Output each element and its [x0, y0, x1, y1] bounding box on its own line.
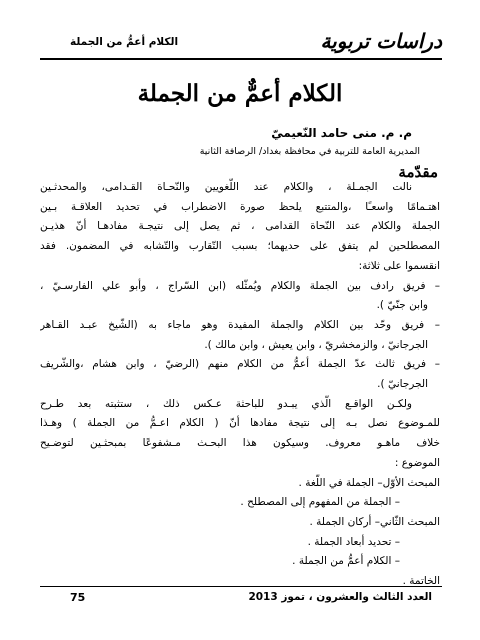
text-line: – فريق رادف بين الجملة والكلام ويُمثّله (ابن السّراج ، وأبو علي الفارسـيّ ،: [40, 279, 440, 292]
issue-info: العدد الثالث والعشرون ، تموز 2013: [248, 591, 432, 603]
text-line: اهتـمامًا واسعـًا ،والمتتبع يلحظ صورة الاضطراب في تحديد العلاقـة بـين: [40, 200, 440, 213]
header-divider: [40, 58, 442, 60]
text-line: – فريق ثالث عدّ الجملة أعمُّ من الكلام منهم (الرضيّ ، وابن هشام ،والشّريف: [40, 358, 440, 371]
running-title: الكلام أعمُّ من الجملة: [70, 36, 179, 48]
article-title: الكلام أعمٌّ من الجملة: [137, 80, 343, 107]
text-line: – تحديد أبعاد الجملة .: [307, 535, 400, 548]
text-line: نالت الجمـلة ، والكلام عند اللّغويين والنّحـاة القـدامى، والمحدثـين: [40, 181, 412, 193]
text-line: الجرجانيّ ).: [377, 378, 428, 391]
text-line: الخاتمة .: [402, 575, 440, 588]
page-number: 75: [70, 591, 86, 604]
text-line: – الجملة من المفهوم إلى المصطلح .: [240, 496, 400, 509]
footer-divider: [40, 586, 442, 587]
text-line: وابن جنّيّ ).: [376, 299, 428, 312]
text-line: للمـوضوع نصل بـه إلى نتيجة مفادها أنّ ( الكلام اعـمُّ من الجملة ) وهـذا: [40, 417, 440, 430]
text-line: الجرجانيّ ، والزمخشريّ ، وابن يعيش ، وابن مالك ).: [204, 338, 428, 351]
text-line: المبحث الأوّل– الجملة في اللّغة .: [298, 476, 440, 489]
text-line: المبحث الثّاني– أركان الجملة .: [309, 515, 440, 528]
text-line: ولكـن الواقـع الّذي يبـدو للباحثة عـكس ذلك ، ستثبته بعد طـرح: [40, 397, 412, 410]
text-line: – فريق وحّد بين الكلام والجملة المفيدة وهو ماجاء به (الشّيخ عبـد القـاهر: [40, 318, 440, 331]
text-line: الموضوع :: [394, 456, 440, 469]
text-line: خلاف ماهـو معروف. وسيكون هذا البحـث مـشفوعًا بمبحثـين لتوضـيح: [40, 437, 440, 450]
text-line: المصطلحين لم يتفق على حديهما؛ بسبب التّقارب والتّشابه في المضمون. فقد: [40, 240, 440, 253]
author-affiliation: المديرية العامة للتربية في محافظة بغداد/ الرصافة الثانية: [199, 146, 420, 157]
journal-name: دراسات تربوية: [320, 29, 442, 53]
body-text: [40, 178, 440, 592]
section-heading: مقدّمة: [398, 163, 438, 181]
text-line: انقسموا على ثلاثة:: [358, 259, 440, 272]
text-line: الجملة والكلام عند النّحاة القدامى ، ثم يصل إلى نتيجـة مفادهـا أنّ هذيـن: [40, 220, 440, 233]
author-name: م. م. منى حامد النّعيميّ: [271, 126, 412, 140]
text-line: – الكلام أعمُّ من الجملة .: [292, 555, 400, 568]
